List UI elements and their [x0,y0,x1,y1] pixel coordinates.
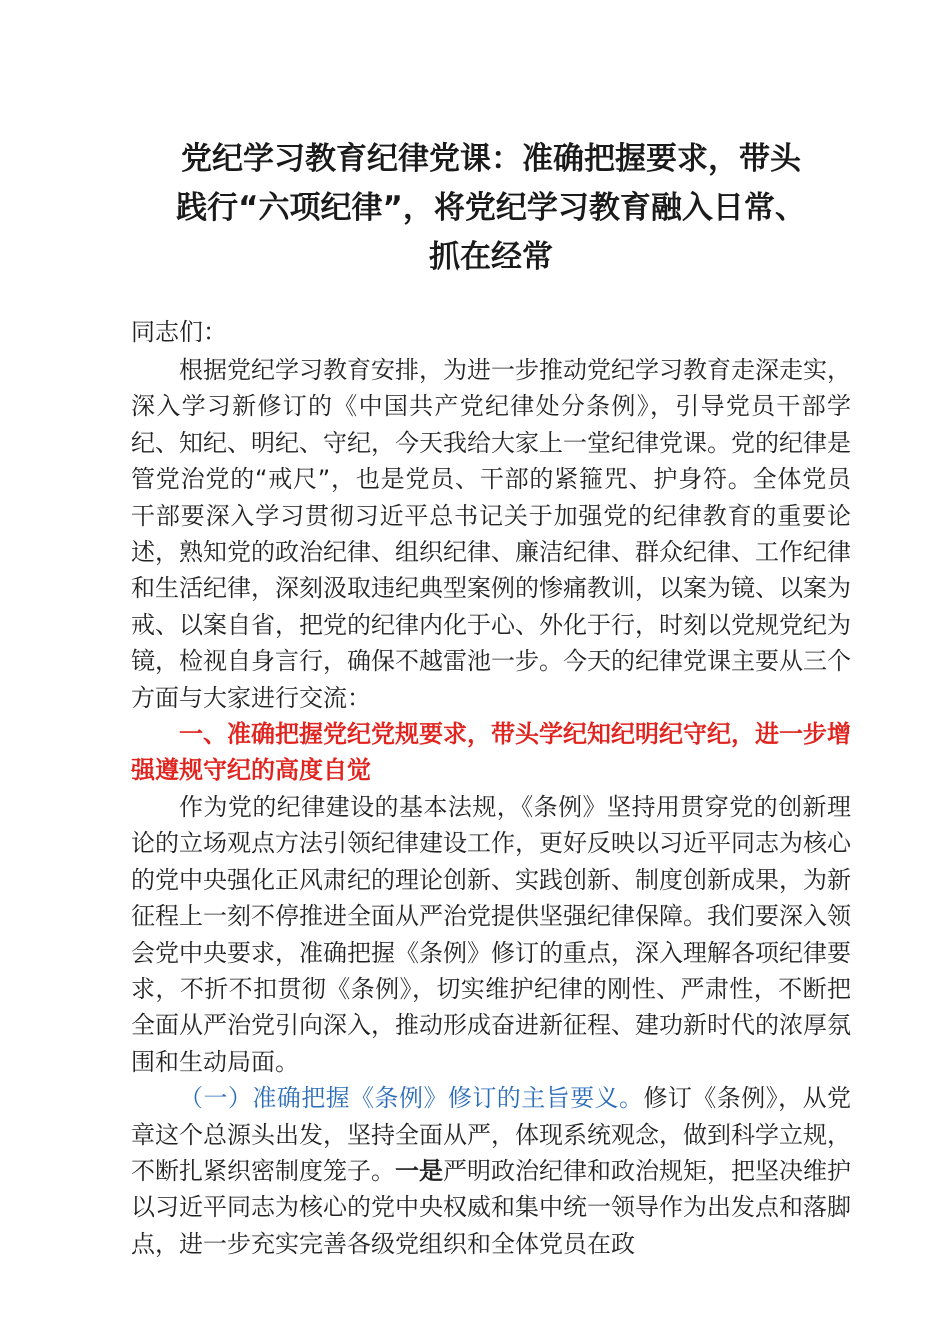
salutation: 同志们： [131,318,227,346]
subsection-1-text-b: 严明政治纪律和政治规矩，把坚决维护以习近平同志为核心的党中央权威和集中统一领导作为出发点和落脚点，进一步充实完善各级党组织和全体党员在政 [131,1156,851,1258]
title-line-2: 践行“六项纪律”，将党纪学习教育融入日常、 [176,190,806,226]
subsection-1-paragraph [131,1080,851,1262]
intro-paragraph: 根据党纪学习教育安排，为进一步推动党纪学习教育走深走实，深入学习新修订的《中国共产党纪律处分条例》，引导党员干部学纪、知纪、明纪、守纪，今天我给大家上一堂纪律党课。党的纪律是管党治党的“戒尺”，也是党员、干部的紧箍咒、护身符。全体党员干部要深入学习贯彻习近平总书记关于加强党的纪律教育的重要论述，熟知党的政治纪律、组织纪律、廉洁纪律、群众纪律、工作纪律和生活纪律，深刻汲取违纪典型案例的惨痛教训，以案为镜、以案为戒、以案自省，把党的纪律内化于心、外化于行，时刻以党规党纪为镜，检视自身言行，确保不越雷池一步。今天的纪律党课主要从三个方面与大家进行交流： [131,356,851,712]
title-line-3: 抓在经常 [429,239,553,275]
section-1-paragraph: 作为党的纪律建设的基本法规，《条例》坚持用贯穿党的创新理论的立场观点方法引领纪律建设工作，更好反映以习近平同志为核心的党中央强化正风肃纪的理论创新、实践创新、制度创新成果，为新征程上一刻不停推进全面从严治党提供坚强纪律保障。我们要深入领会党中央要求，准确把握《条例》修订的重点，深入理解各项纪律要求，不折不扣贯彻《条例》，切实维护纪律的刚性、严肃性，不断把全面从严治党引向深入，推动形成奋进新征程、建功新时代的浓厚氛围和生动局面。 [131,792,851,1076]
subsection-1-text-a: 修订《条例》，从党章这个总源头出发，坚持全面从严，体现系统观念，做到科学立规，不断扎紧织密制度笼子。 [131,1084,852,1185]
section-1-heading: 一、准确把握党纪党规要求，带头学纪知纪明纪守纪，进一步增强遵规守纪的高度自觉 [131,720,851,785]
subsection-1-heading: （一）准确把握《条例》修订的主旨要义。 [179,1084,644,1113]
title-line-1: 党纪学习教育纪律党课：准确把握要求，带头 [181,141,801,177]
subsection-1-bold-lead: 一是 [395,1156,443,1185]
document-title [131,135,851,282]
document-page [131,135,851,1262]
